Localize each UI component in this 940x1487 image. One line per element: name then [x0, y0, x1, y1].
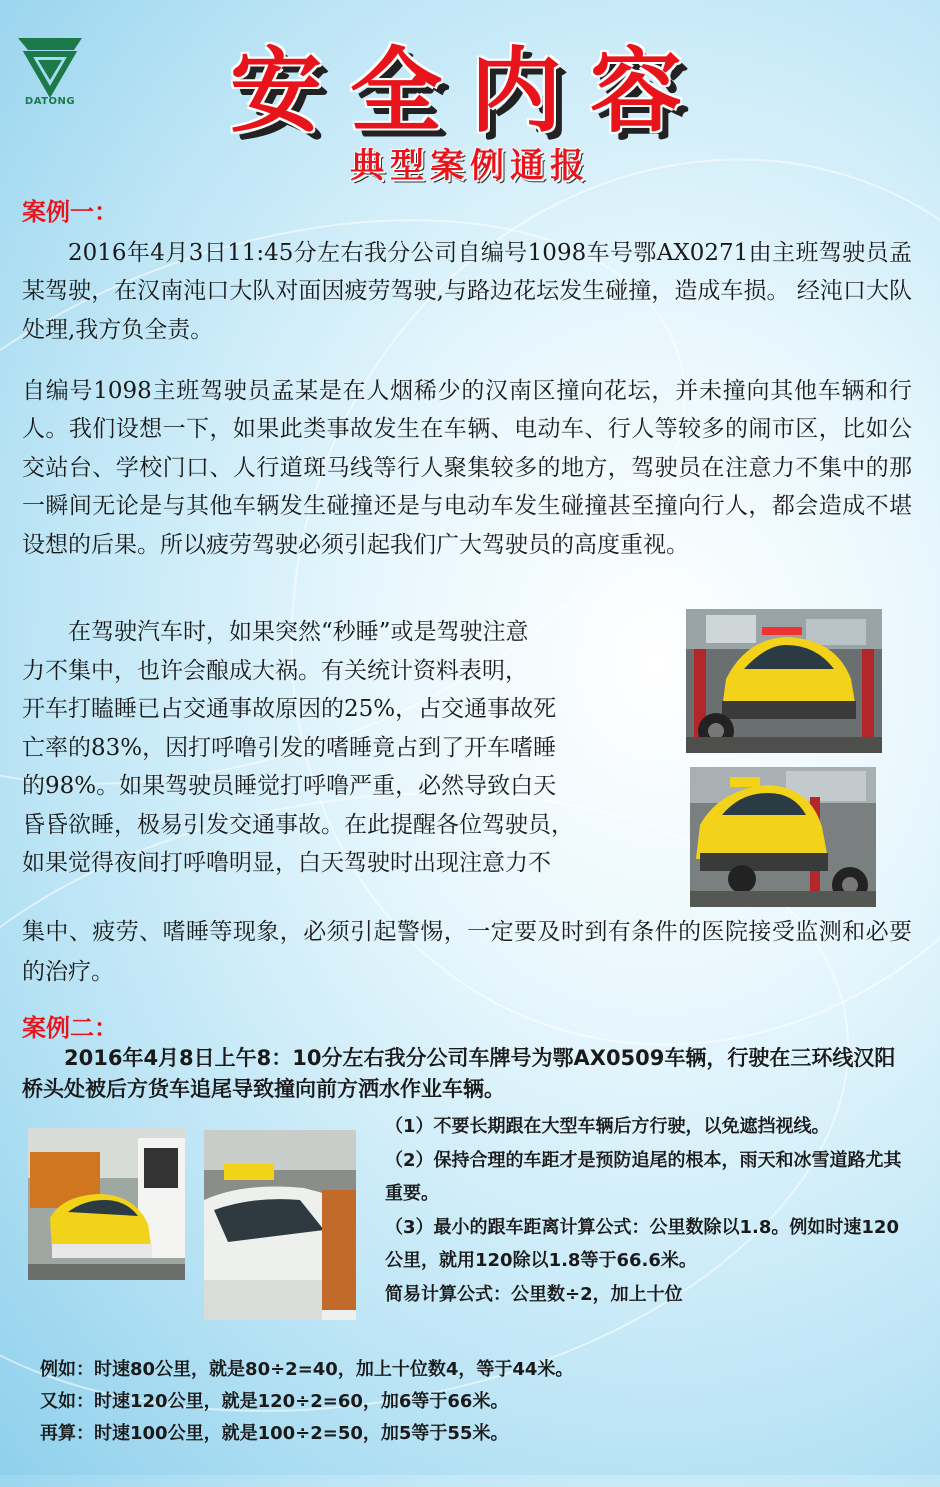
case1-p3-line: 亡率的83%，因打呼噜引发的嗜睡竟占到了开车嗜睡 [22, 734, 557, 761]
case2-heading: 案例二： [22, 1014, 118, 1042]
damaged-taxi-photo-2 [690, 767, 876, 907]
case1-p3-line: 昏昏欲睡，极易引发交通事故。在此提醒各位驾驶员， [22, 811, 574, 838]
damaged-taxi-photo-1 [686, 609, 882, 753]
example-item: 例如：时速80公里，就是80÷2=40，加上十位数4，等于44米。 [40, 1359, 574, 1380]
case2-tips [385, 1110, 905, 1311]
tip-item: （2）保持合理的车距才是预防追尾的根本，雨天和冰雪道路尤其重要。 [385, 1149, 902, 1204]
case1-p3-line: 在驾驶汽车时，如果突然“秒睡”或是驾驶注意 [68, 619, 529, 645]
case1-p3-line: 开车打瞌睡已占交通事故原因的25%，占交通事故死 [22, 696, 557, 722]
page-subtitle: 典型案例通报 [350, 146, 590, 186]
case1-heading: 案例一： [22, 198, 118, 226]
case1-paragraph-2: 自编号1098主班驾驶员孟某是在人烟稀少的汉南区撞向花坛，并未撞向其他车辆和行人。我们设想一下，如果此类事故发生在车辆、电动车、行人等较多的闹市区，比如公交站台、学校门口、人行道斑马线等行人聚集较多的地方，驾驶员在注意力不集中的那一瞬间无论是与其他车辆发生碰撞还是与电动车发生碰撞甚至撞向行人，都会造成不堪设想的后果。所以疲劳驾驶必须引起我们广大驾驶员的高度重视。 [22, 378, 912, 558]
tip-item: 简易计算公式：公里数÷2，加上十位 [385, 1283, 683, 1305]
case1-p3-line: 如果觉得夜间打呼噜明显，白天驾驶时出现注意力不 [22, 850, 551, 876]
rear-end-collision-photo-1 [28, 1128, 185, 1280]
example-item: 再算：时速100公里，就是100÷2=50，加5等于55米。 [40, 1423, 509, 1444]
case1-p3-line: 的98%。如果驾驶员睡觉打呼噜严重，必然导致白天 [22, 773, 557, 799]
case1-paragraph-3 [22, 613, 677, 883]
case2-intro: 2016年4月8日上午8：10分左右我分公司车牌号为鄂AX0509车辆，行驶在三环线汉阳桥头处被后方货车追尾导致撞向前方洒水作业车辆。 [22, 1046, 896, 1101]
case1-paragraph-1: 2016年4月3日11:45分左右我分公司自编号1098车号鄂AX0271由主班驾驶员孟某驾驶，在汉南沌口大队对面因疲劳驾驶,与路边花坛发生碰撞，造成车损。 经沌口大队处理,我方负全责。 [22, 240, 912, 343]
case1-paragraph-3-tail: 集中、疲劳、嗜睡等现象，必须引起警惕，一定要及时到有条件的医院接受监测和必要的治疗。 [22, 919, 912, 985]
rear-end-collision-photo-2 [204, 1130, 356, 1320]
logo-text: DATONG [24, 96, 76, 107]
case2-examples [40, 1354, 920, 1450]
page-title: 安全内容 [229, 38, 710, 145]
case1-p3-line: 力不集中，也许会酿成大祸。有关统计资料表明， [22, 657, 528, 684]
tip-item: （3）最小的跟车距离计算公式：公里数除以1.8。例如时速120公里，就用120除以1.8等于66.6米。 [385, 1216, 899, 1271]
example-item: 又如：时速120公里，就是120÷2=60，加6等于66米。 [40, 1391, 509, 1412]
tip-item: （1）不要长期跟在大型车辆后方行驶，以免遮挡视线。 [385, 1116, 830, 1137]
